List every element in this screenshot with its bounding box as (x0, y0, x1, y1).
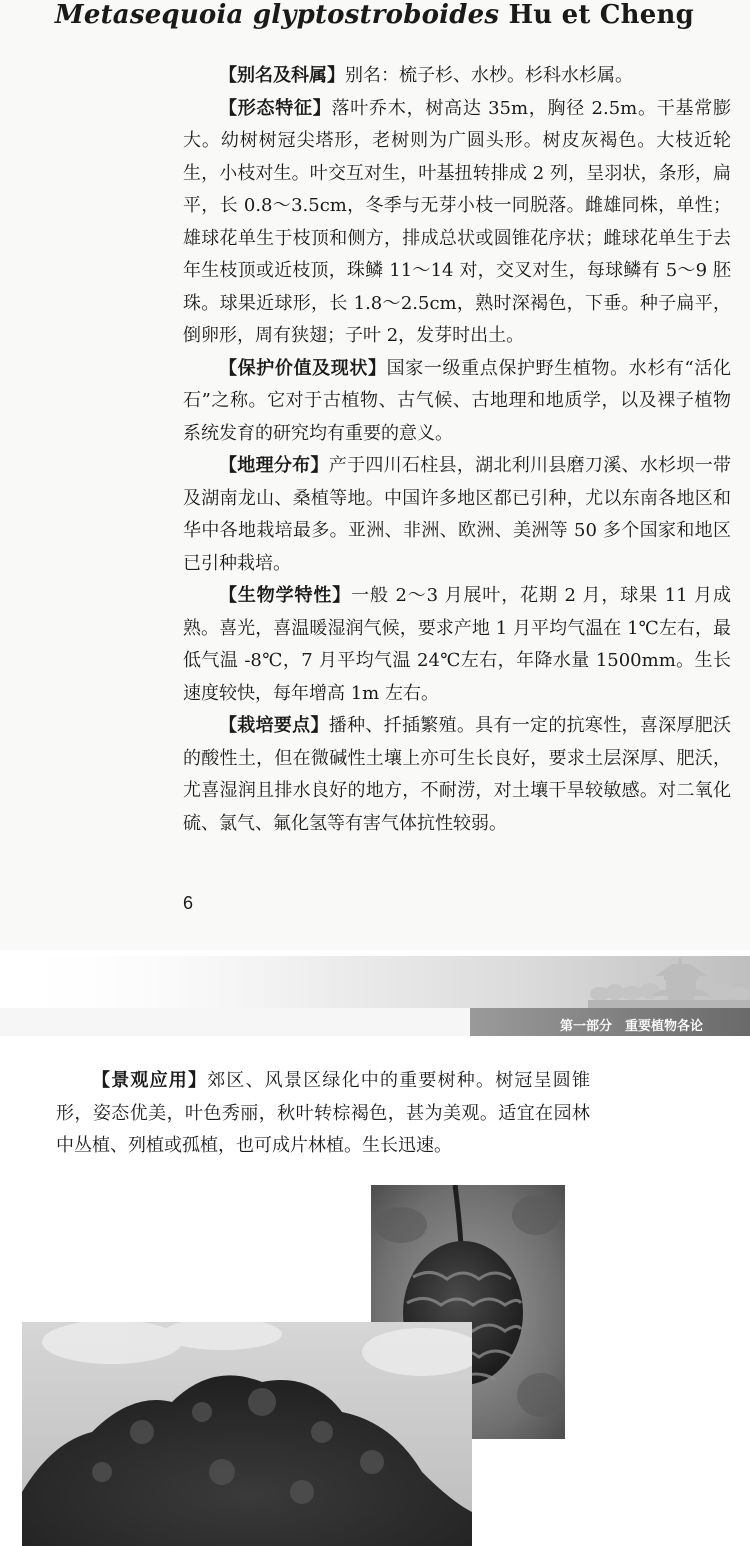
section-distribution (183, 450, 731, 580)
section-alias (183, 60, 731, 93)
authority-name: Hu et Cheng (508, 0, 694, 30)
section-heading: 【景观应用】 (92, 1070, 208, 1091)
section-morphology (183, 93, 731, 353)
section-heading: 【保护价值及现状】 (219, 357, 387, 379)
section-heading: 【栽培要点】 (219, 715, 329, 736)
section-heading: 【生物学特性】 (219, 585, 352, 606)
section-cultivation (183, 710, 731, 840)
section-heading: 【形态特征】 (219, 97, 332, 119)
species-description (183, 60, 731, 840)
section-conservation (183, 353, 731, 451)
scientific-name-header (55, 0, 694, 30)
section-text: 一般 2～3 月展叶，花期 2 月，球果 11 月成熟。喜光，喜温暖湿润气候，要求产地 1 月平均气温在 1℃左右，最低气温 -8℃，7 月平均气温 24℃左右，年降水量 1500mm。生长速度较快，每年增高 1m 左右。 (183, 585, 732, 704)
scientific-name: Metasequoia glyptostroboides (54, 0, 500, 30)
section-heading: 【别名及科属】 (219, 65, 345, 86)
section-text: 产于四川石柱县，湖北利川县磨刀溪、水杉坝一带及湖南龙山、桑植等地。中国许多地区都已引种，尤以东南各地区和华中各地栽培最多。亚洲、非洲、欧洲、美洲等 50 多个国家和地区已引种栽培。 (183, 455, 732, 574)
section-text: 国家一级重点保护野生植物。水杉有“活化石”之称。它对于古植物、古气候、古地理和地质学，以及裸子植物系统发育的研究均有重要的意义。 (183, 357, 732, 444)
section-text: 落叶乔木，树高达 35m，胸径 2.5m。干基常膨大。幼树树冠尖塔形，老树则为广圆头形。树皮灰褐色。大枝近轮生，小枝对生。叶交互对生，叶基扭转排成 2 列，呈羽状，条形，扁平，长 0.8～3.5cm，冬季与无芽小枝一同脱落。雌雄同株，单性；雄球花单生于枝顶和侧方，排成总状或圆锥花序状；雌球花单生于去年生枝顶或近枝顶，珠鳞 11～14 对，交叉对生，每球鳞有 5～9 胚珠。球果近球形，长 1.8～2.5cm，熟时深褐色，下垂。种子扁平，倒卵形，周有狭翅；子叶 2，发芽时出土。 (183, 97, 732, 346)
landscape-application (56, 1065, 590, 1163)
page-number: 6 (183, 893, 194, 913)
section-text: 别名：梳子杉、水杪。杉科水杉属。 (345, 65, 633, 86)
chapter-label: 第一部分 重要植物各论 (560, 1019, 704, 1034)
section-heading: 【地理分布】 (219, 455, 329, 476)
tree-photo (22, 1322, 472, 1546)
section-text: 播种、扦插繁殖。具有一定的抗寒性，喜深厚肥沃的酸性土，但在微碱性土壤上亦可生长良好，要求土层深厚、肥沃，尤喜湿润且排水良好的地方，不耐涝，对土壤干旱较敏感。对二氧化硫、氯气、氟化氢等有害气体抗性较弱。 (183, 715, 732, 834)
section-text: 郊区、风景区绿化中的重要树种。树冠呈圆锥形，姿态优美，叶色秀丽，秋叶转棕褐色，甚为美观。适宜在园林中丛植、列植或孤植，也可成片林植。生长迅速。 (56, 1070, 591, 1156)
section-landscape (56, 1065, 590, 1163)
section-biology (183, 580, 731, 710)
